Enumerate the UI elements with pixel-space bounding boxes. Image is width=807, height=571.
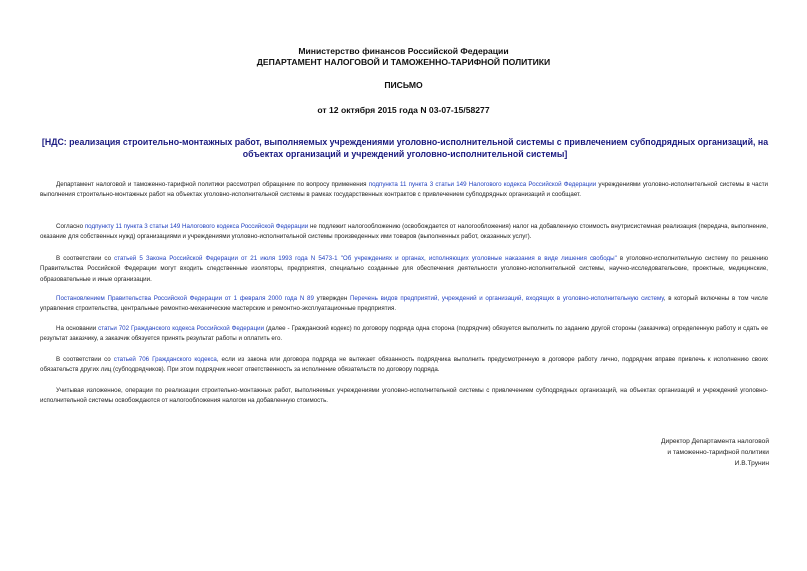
- department-title: ДЕПАРТАМЕНТ НАЛОГОВОЙ И ТАМОЖЕННО-ТАРИФНОЙ ПОЛИТИКИ: [256, 57, 551, 67]
- paragraph-text: не подлежит налогообложению (освобождается от налогообложения) налог на добавленную стоимость внутрисистемная реализация (передача, выполнение, оказание для собственных нужд) организациями и учреждениями уголовно-исполнительной системы произведенных ими товаров (выполненных работ, оказанных услуг).: [40, 223, 768, 241]
- link-civil-code-706[interactable]: статьей 706 Гражданского кодекса: [113, 356, 217, 363]
- document-type: ПИСЬМО: [384, 80, 423, 90]
- paragraph-4: [40, 294, 768, 315]
- paragraph-text: В соответствии со: [56, 255, 115, 262]
- signature-position-line-2: и таможенно-тарифной политики: [667, 449, 769, 456]
- paragraph-text: (далее - Гражданский кодекс) по договору подряда одна сторона (подрядчик) обязуется выполнить по заданию другой стороны (заказчика) определенную работу и сдать ее результат заказчику, а заказчик обязуется принять результат работы и оплатить его.: [40, 325, 769, 343]
- paragraph-1: [40, 180, 768, 201]
- paragraph-5: [40, 324, 768, 345]
- link-resolution-89[interactable]: Постановлением Правительства Российской Федерации от 1 февраля 2000 года N 89: [56, 295, 314, 302]
- signature-name: И.В.Трунин: [734, 460, 769, 467]
- link-tax-code-149-b[interactable]: подпункту 11 пункта 3 статьи 149 Налогового кодекса Российской Федерации: [84, 223, 309, 230]
- signature-block: [661, 436, 769, 469]
- paragraph-6: [40, 355, 768, 376]
- paragraph-text: Согласно: [56, 223, 85, 230]
- paragraph-text: учреждениями уголовно-исполнительной системы в части выполнения строительно-монтажных работ на объектах уголовно-исполнительной системы в рамках государственных контрактов с привлечением субподрядных организаций и сообщает.: [40, 181, 768, 199]
- paragraph-text: , если из закона или договора подряда не вытекает обязанность подрядчика выполнить предусмотренную в договоре работу лично, подрядчик вправе привлечь к исполнению своих обязательств других лиц (субподрядчиков). При этом подрядчик несет ответственность за исполнение обязательств по договору подряда.: [40, 356, 768, 374]
- paragraph-3: [40, 254, 768, 285]
- paragraph-text: , в который включены в том числе управления строительства, центральные ремонтно-механические мастерские и ремонтно-эксплуатационные предприятия.: [40, 295, 768, 313]
- paragraph-7: Учитывая изложенное, операции по реализации строительно-монтажных работ, выполняемых учреждениями уголовно-исполнительной системы с привлечением субподрядных организаций, на объектах организаций и учреждений уголовно-исполнительной системы освобождаются от налогообложения налогом на добавленную стоимость.: [40, 387, 768, 405]
- paragraph-2: [40, 222, 768, 243]
- document-subject: [НДС: реализация строительно-монтажных работ, выполняемых учреждениями уголовно-исполнительной системы с привлечением субподрядных организаций, на объектах организаций и учреждений уголовно-исполнительной системы]: [41, 137, 769, 159]
- paragraph-text: Департамент налоговой и таможенно-тарифной политики рассмотрел обращение по вопросу применения: [56, 181, 369, 188]
- paragraph-text: В соответствии со: [56, 356, 114, 363]
- link-law-5473-1[interactable]: статьей 5 Закона Российской Федерации от 21 июля 1993 года N 5473-1 "Об учреждениях и органах, исполняющих уголовные наказания в виде лишения свободы": [114, 255, 617, 262]
- link-civil-code-702[interactable]: статьи 702 Гражданского кодекса Российской Федерации: [98, 325, 265, 332]
- link-tax-code-149[interactable]: подпункта 11 пункта 3 статьи 149 Налогового кодекса Российской Федерации: [368, 181, 597, 188]
- paragraph-text: На основании: [56, 325, 99, 332]
- paragraph-text: утвержден: [313, 295, 350, 302]
- ministry-title: Министерство финансов Российской Федерации: [298, 46, 509, 56]
- signature-position-line-1: Директор Департамента налоговой: [661, 438, 769, 445]
- link-enterprise-list[interactable]: Перечень видов предприятий, учреждений и организаций, входящих в уголовно-исполнительную систему: [349, 295, 664, 302]
- paragraph-text: в уголовно-исполнительную систему по решению Правительства Российской Федерации могут входить следственные изоляторы, предприятия, специально созданные для обеспечения деятельности уголовно-исполнительной системы, научно-исследовательские, проектные, медицинские, образовательные и иные организации.: [40, 255, 769, 283]
- document-date-number: от 12 октября 2015 года N 03-07-15/58277: [317, 105, 490, 115]
